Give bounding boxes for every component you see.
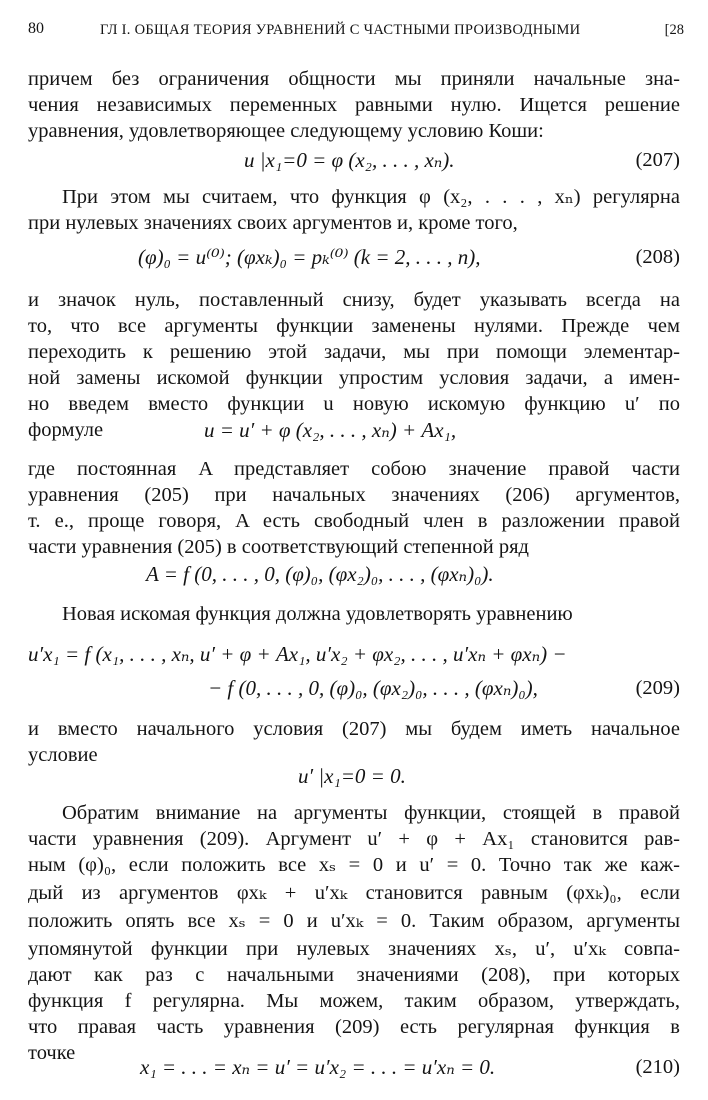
text-line: переходить к решению этой задачи, мы при помощи элементар- xyxy=(28,341,680,363)
equation-substitution: u = u′ + φ (x₂, . . . , xₙ) + Ax₁, xyxy=(204,418,457,442)
page-header xyxy=(28,20,684,46)
text-line: но введем вместо функции u новую искомую функцию u′ по xyxy=(28,393,680,415)
text-line: уравнения (205) при начальных значениях (206) аргументов, xyxy=(28,484,680,506)
text-line: При этом мы считаем, что функция φ (x₂, . . . , xₙ) регулярна xyxy=(62,186,680,208)
text-line: Обратим внимание на аргументы функции, стоящей в правой xyxy=(62,802,680,824)
paragraph-5: Новая искомая функция должна удовлетворять уравнению xyxy=(62,603,573,625)
text-line: функция f регулярна. Мы можем, таким образом, утверждать, xyxy=(28,990,680,1012)
text-line: что правая часть уравнения (209) есть регулярная функция в xyxy=(28,1016,680,1038)
equation-208: (φ)₀ = u⁽⁰⁾; (φxₖ)₀ = pₖ⁽⁰⁾ (k = 2, . . . , n), xyxy=(138,245,481,269)
text-line: условие xyxy=(28,744,98,766)
text-line: т. е., проще говоря, A есть свободный член в разложении правой xyxy=(28,510,680,532)
equation-number-207: (207) xyxy=(635,149,680,171)
equation-209-line-2: − f (0, . . . , 0, (φ)₀, (φx₂)₀, . . . , (φxₙ)₀), xyxy=(208,676,538,700)
text-line: где постоянная A представляет собою значение правой части xyxy=(28,458,680,480)
text-line: формуле xyxy=(28,419,104,441)
equation-209-line-1: u′x₁ = f (x₁, . . . , xₙ, u′ + φ + Ax₁, u′x₂ + φx₂, . . . , u′xₙ + φxₙ) − xyxy=(28,642,567,666)
text-line: точке xyxy=(28,1042,76,1064)
text-line: причем без ограничения общности мы приняли начальные зна- xyxy=(28,68,680,90)
text-line: и вместо начального условия (207) мы будем иметь начальное xyxy=(28,718,680,740)
equation-207: u |x₁=0 = φ (x₂, . . . , xₙ). xyxy=(244,148,455,172)
equation-number-209: (209) xyxy=(635,677,680,699)
text-line: части уравнения (205) в соответствующий степенной ряд xyxy=(28,536,529,558)
page-number: 80 xyxy=(28,20,44,37)
text-line: уравнения, удовлетворяющее следующему условию Коши: xyxy=(28,120,544,142)
equation-210: x₁ = . . . = xₙ = u′ = u′x₂ = . . . = u′xₙ = 0. xyxy=(140,1055,496,1079)
text-line: упомянутой функции при нулевых значениях xₛ, u′, u′xₖ совпа- xyxy=(28,938,680,960)
running-title: ГЛ I. ОБЩАЯ ТЕОРИЯ УРАВНЕНИЙ С ЧАСТНЫМИ ПРОИЗВОДНЫМИ xyxy=(100,22,581,38)
text-line: дают как раз с начальными значениями (208), при которых xyxy=(28,964,680,986)
equation-initial-condition: u′ |x₁=0 = 0. xyxy=(298,764,406,788)
text-line: части уравнения (209). Аргумент u′ + φ + Ax₁ становится рав- xyxy=(28,828,680,850)
equation-number-210: (210) xyxy=(635,1056,680,1078)
text-line: положить опять все xₛ = 0 и u′xₖ = 0. Таким образом, аргументы xyxy=(28,910,680,932)
text-line: то, что все аргументы функции заменены нулями. Прежде чем xyxy=(28,315,680,337)
equation-number-208: (208) xyxy=(635,246,680,268)
text-line: ным (φ)₀, если положить все xₛ = 0 и u′ = 0. Точно так же каж- xyxy=(28,854,680,876)
equation-constant-a: A = f (0, . . . , 0, (φ)₀, (φx₂)₀, . . . , (φxₙ)₀). xyxy=(146,562,494,586)
text-line: чения независимых переменных равными нулю. Ищется решение xyxy=(28,94,680,116)
text-line: дый из аргументов φxₖ + u′xₖ становится равным (φxₖ)₀, если xyxy=(28,882,680,904)
text-line: и значок нуль, поставленный снизу, будет указывать всегда на xyxy=(28,289,680,311)
text-line: ной замены искомой функции упростим условия задачи, а имен- xyxy=(28,367,680,389)
text-line: при нулевых значениях своих аргументов и, кроме того, xyxy=(28,212,518,234)
section-number: [28 xyxy=(664,22,684,38)
